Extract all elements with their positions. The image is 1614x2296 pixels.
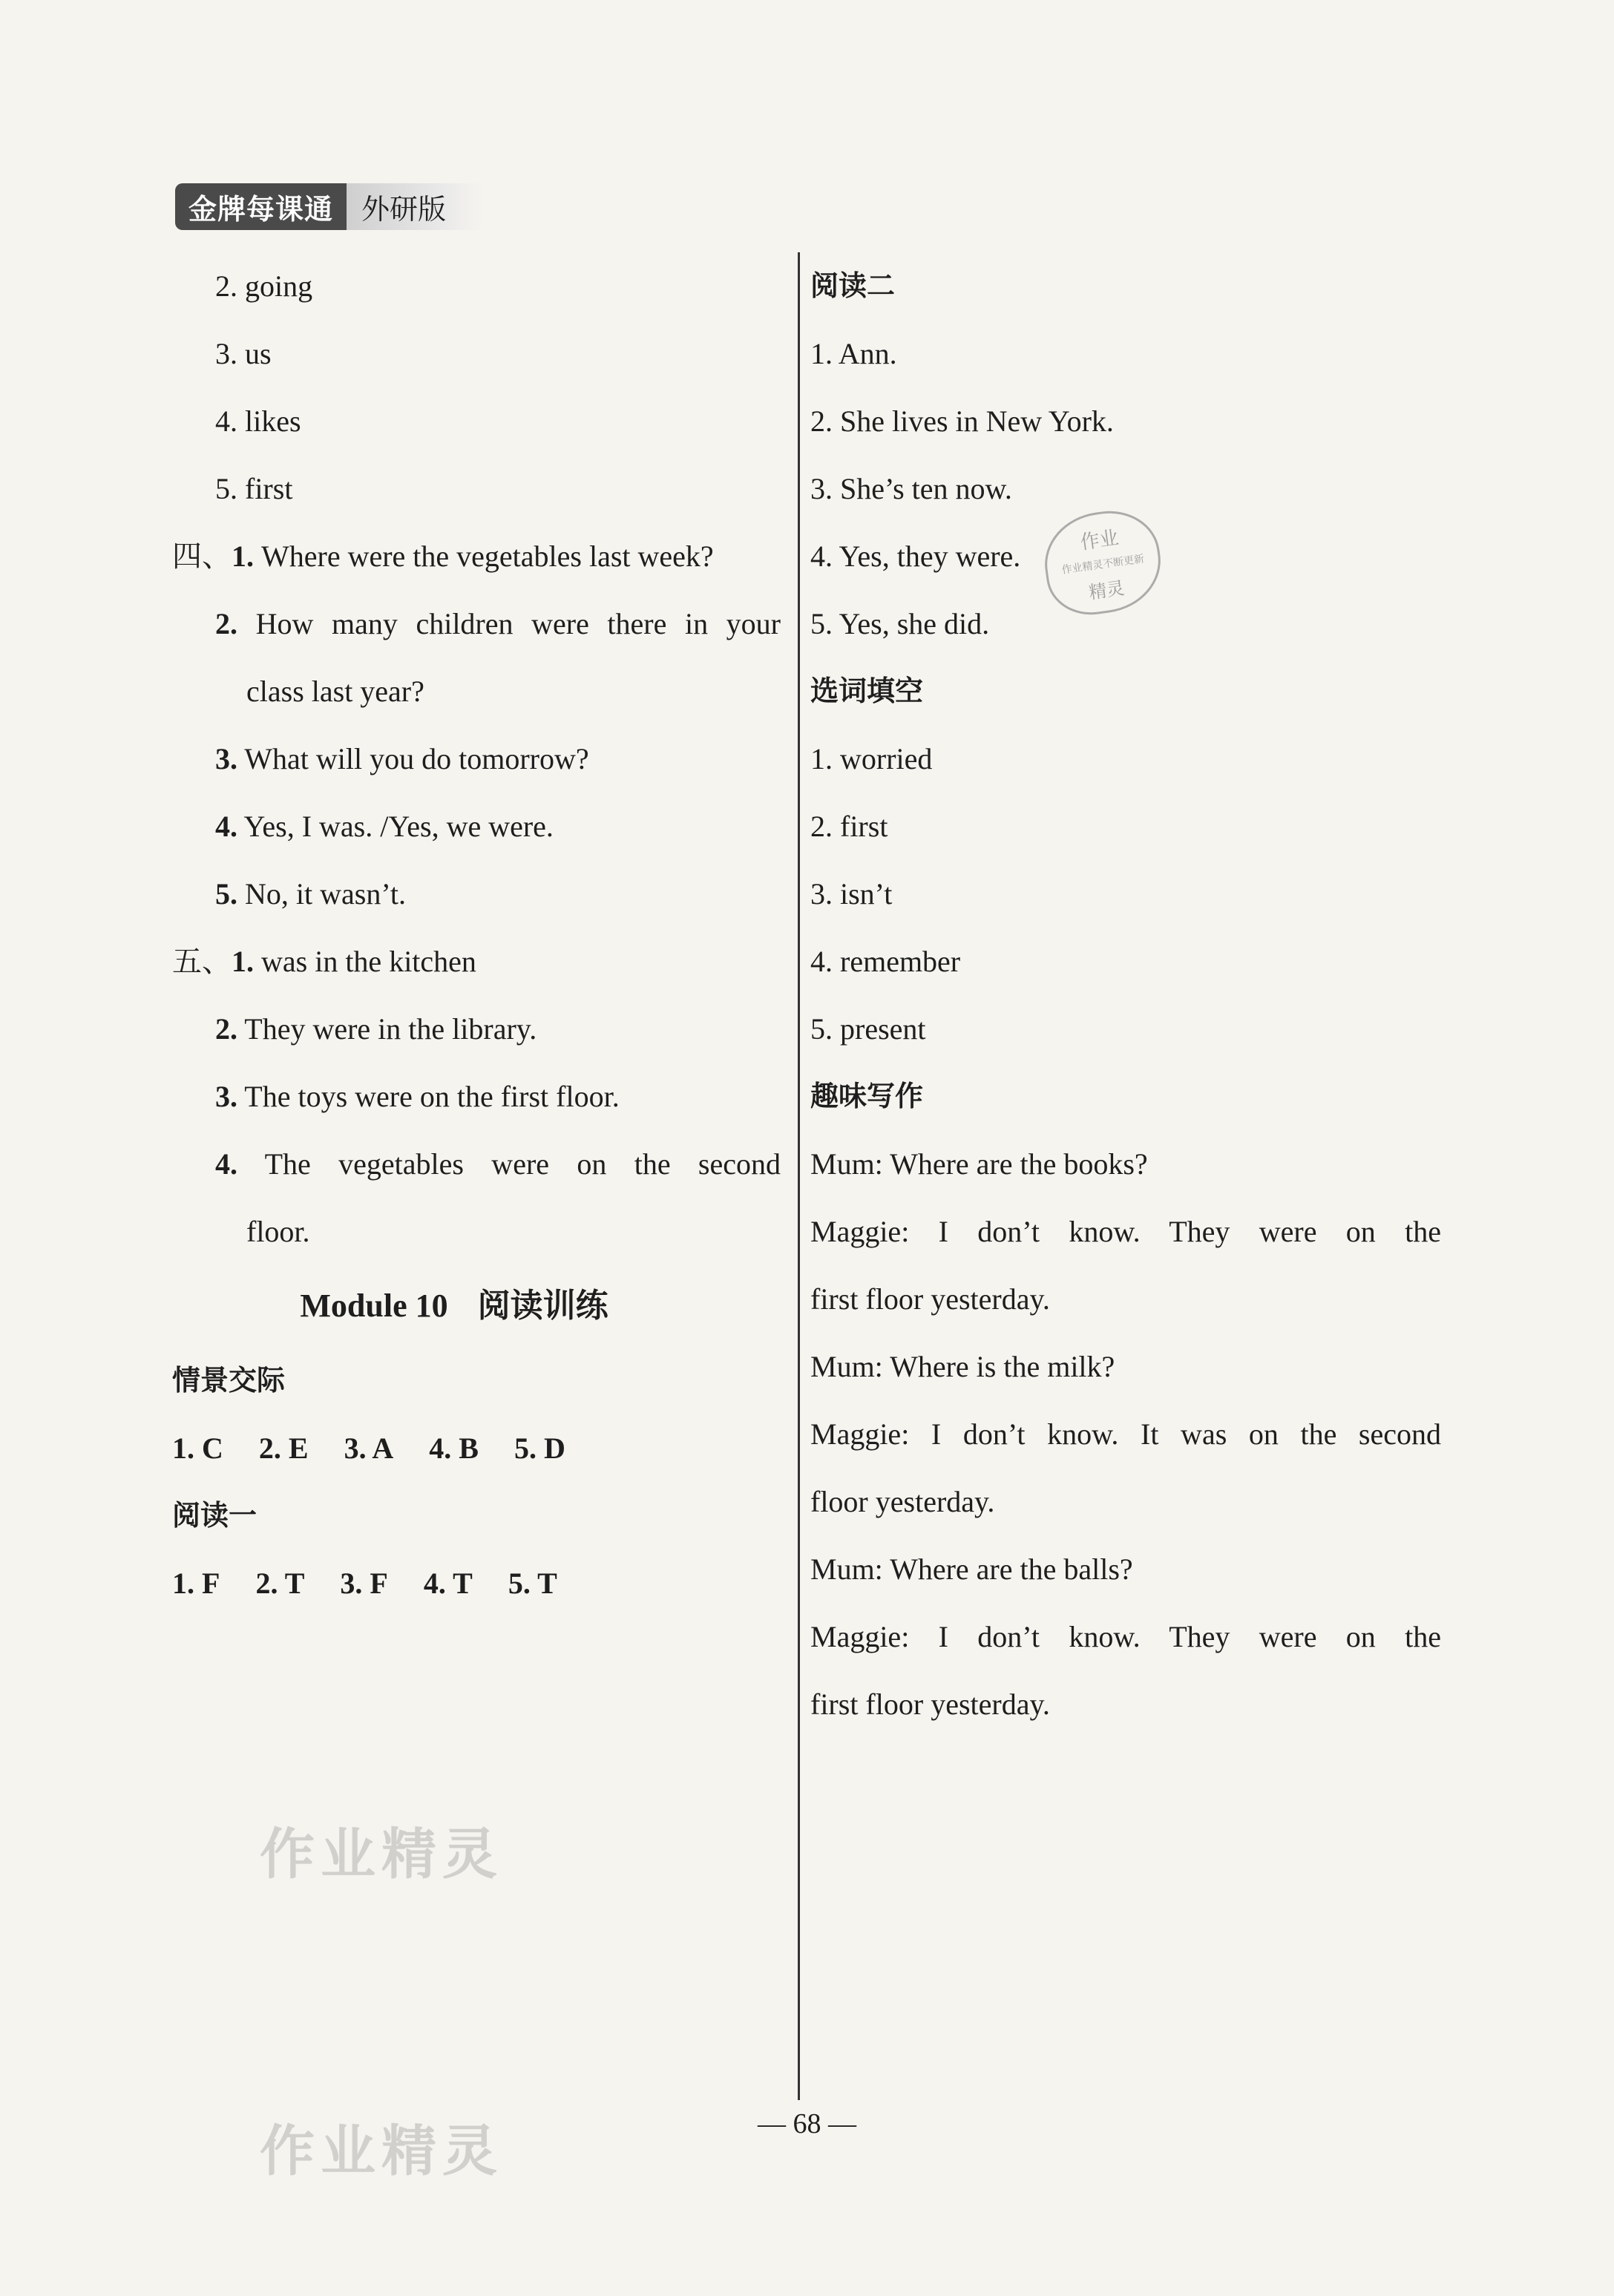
answer-line: 4. remember — [810, 945, 961, 978]
page-header — [175, 186, 483, 227]
dialogue-line: Maggie: I don’t know. It was on the second — [810, 1417, 1441, 1451]
answer-row: 1. C 2. E 3. A 4. B 5. D — [172, 1431, 565, 1465]
answer-line: 5. present — [810, 1012, 926, 1046]
dialogue-line: floor yesterday. — [810, 1485, 995, 1518]
answer-line: 3. isn’t — [810, 877, 893, 911]
answer-row: 1. F 2. T 3. F 4. T 5. T — [172, 1567, 557, 1600]
section-title-writing: 趣味写作 — [810, 1080, 924, 1112]
page-number: — 68 — — [758, 2108, 856, 2139]
section-title-reading-2: 阅读二 — [810, 269, 896, 302]
section-title-reading-1: 阅读一 — [172, 1499, 257, 1532]
answer-line: 2. They were in the library. — [215, 1012, 537, 1046]
dialogue-line: Maggie: I don’t know. They were on the — [810, 1620, 1441, 1653]
answer-line: 2. going — [215, 269, 313, 303]
brand-label: 金牌每课通 — [175, 183, 347, 230]
answer-line: 5. Yes, she did. — [810, 607, 990, 640]
dialogue-line: Maggie: I don’t know. They were on the — [810, 1215, 1441, 1248]
answer-line: 3. What will you do tomorrow? — [215, 742, 589, 775]
right-column — [798, 252, 1441, 1738]
answer-line: 5. No, it wasn’t. — [215, 877, 407, 911]
section-title-situation: 情景交际 — [172, 1364, 286, 1397]
answer-line: 2. first — [810, 810, 888, 843]
watermark-stamp: 作业 作业精灵不断更新 精灵 — [1038, 505, 1167, 620]
dialogue-line: Mum: Where are the balls? — [810, 1552, 1133, 1586]
left-column — [172, 252, 781, 1617]
section-number: 五、 — [172, 945, 232, 978]
section-title-fill-in: 选词填空 — [810, 675, 924, 707]
answer-line: 4. The vegetables were on the second — [215, 1147, 781, 1181]
answer-line-continued: class last year? — [246, 675, 424, 708]
module-title: Module 10 阅读训练 — [300, 1287, 608, 1325]
watermark-text: 作业精灵 — [260, 2119, 503, 2183]
answer-line: 1. Ann. — [810, 337, 897, 370]
dialogue-line: Mum: Where are the books? — [810, 1147, 1148, 1181]
dialogue-line: first floor yesterday. — [810, 1282, 1050, 1316]
answer-line: 2. How many children were there in your — [215, 607, 781, 640]
answer-line: 4. Yes, I was. /Yes, we were. — [215, 810, 554, 843]
answer-line: 5. first — [215, 472, 293, 505]
answer-line: 4. Yes, they were. — [810, 539, 1021, 573]
answer-line: 3. She’s ten now. — [810, 472, 1012, 505]
answer-line: 3. us — [215, 337, 272, 370]
dialogue-line: first floor yesterday. — [810, 1687, 1050, 1721]
dialogue-line: Mum: Where is the milk? — [810, 1350, 1115, 1383]
answer-line-continued: floor. — [246, 1215, 310, 1248]
answer-line: 五、1. was in the kitchen — [172, 945, 476, 978]
edition-label: 外研版 — [347, 183, 483, 230]
answer-line: 1. worried — [810, 742, 933, 775]
answer-line: 4. likes — [215, 404, 301, 438]
answer-line: 2. She lives in New York. — [810, 404, 1114, 438]
answer-line: 3. The toys were on the first floor. — [215, 1080, 620, 1113]
watermark-text: 作业精灵 — [260, 1823, 503, 1886]
answer-line: 四、1. Where were the vegetables last week? — [172, 539, 714, 573]
section-number: 四、 — [172, 539, 232, 573]
